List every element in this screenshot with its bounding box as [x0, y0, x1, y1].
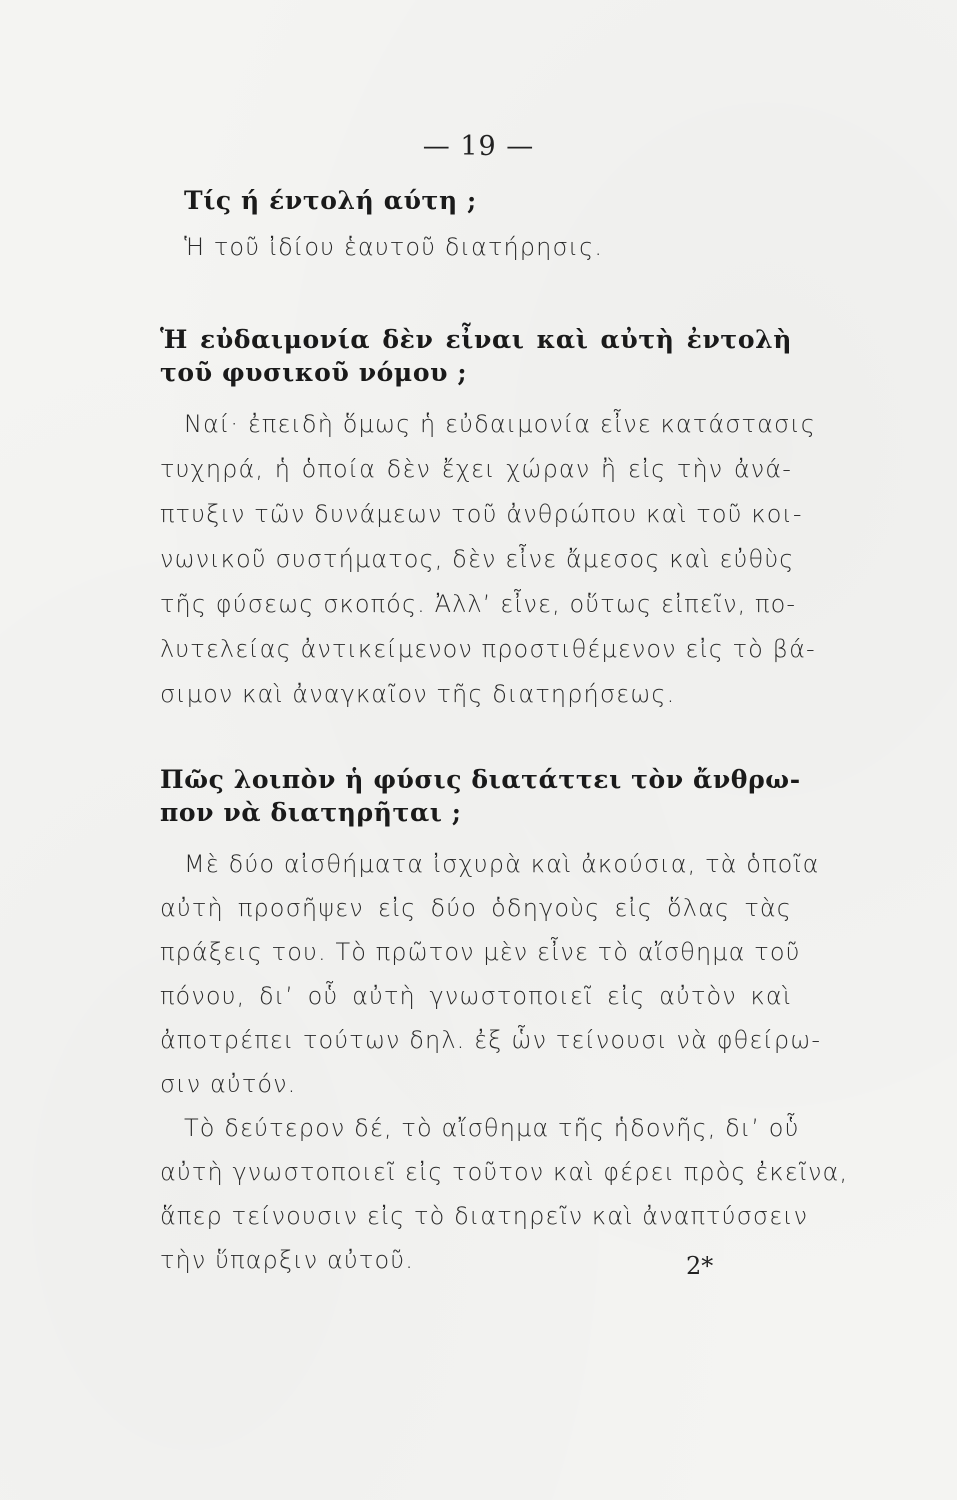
- answer-3-line-9: ἅπερ τείνουσιν εἰς τὸ διατηρεῖν καὶ ἀναπτύσσειν: [160, 1202, 809, 1230]
- question-2-line-1: Ἡ εὐδαιμονία δὲν εἶναι καὶ αὐτὴ ἐντολὴ: [160, 325, 792, 354]
- answer-3-line-7: Τὸ δεύτερον δέ, τὸ αἴσθημα τῆς ἡδονῆς, δι’ οὗ: [184, 1114, 800, 1142]
- answer-2-line-2: τυχηρά, ἡ ὁποία δὲν ἔχει χώραν ἢ εἰς τὴν ἀνά-: [160, 455, 792, 483]
- question-1-line-1: Τίς ή έντολή αύτη ;: [184, 186, 477, 215]
- answer-3-line-4: πόνου, δι’ οὗ αὐτὴ γνωστοποιεῖ εἰς αὐτὸν καὶ: [160, 982, 792, 1010]
- question-2-line-2: τοῦ φυσικοῦ νόμου ;: [160, 358, 468, 387]
- answer-3-line-8: αὐτὴ γνωστοποιεῖ εἰς τοῦτον καὶ φέρει πρὸς ἐκεῖνα,: [160, 1158, 849, 1186]
- answer-2-line-7: σιμον καὶ ἀναγκαῖον τῆς διατηρήσεως.: [160, 680, 676, 708]
- answer-3-line-6: σιν αὐτόν.: [160, 1070, 297, 1098]
- answer-2-line-3: πτυξιν τῶν δυνάμεων τοῦ ἀνθρώπου καὶ τοῦ κοι-: [160, 500, 803, 528]
- question-3-line-1: Πῶς λοιπὸν ἡ φύσις διατάττει τὸν ἄνθρω-: [160, 765, 801, 794]
- answer-3-line-5: ἀποτρέπει τούτων δηλ. ἐξ ὧν τείνουσι νὰ φθείρω-: [160, 1026, 822, 1054]
- question-3-line-2: πον νὰ διατηρῆται ;: [160, 798, 462, 827]
- answer-2-line-5: τῆς φύσεως σκοπός. Ἀλλ’ εἶνε, οὕτως εἰπεῖν, πο-: [160, 590, 797, 618]
- signature-mark: 2*: [686, 1252, 714, 1280]
- answer-2-line-1: Ναί· ἐπειδὴ ὅμως ἡ εὐδαιμονία εἶνε κατάστασις: [184, 410, 816, 438]
- answer-2-line-6: λυτελείας ἀντικείμενον προστιθέμενον εἰς τὸ βά-: [160, 635, 816, 663]
- answer-1-line-1: Ἡ τοῦ ἰδίου ἑαυτοῦ διατήρησις.: [184, 233, 604, 261]
- answer-3-line-2: αὐτὴ προσῆψεν εἰς δύο ὁδηγοὺς εἰς ὅλας τὰς: [160, 894, 792, 922]
- page-number: — 19 —: [422, 131, 535, 162]
- answer-2-line-4: νωνικοῦ συστήματος, δὲν εἶνε ἄμεσος καὶ εὐθὺς: [160, 545, 795, 573]
- answer-3-line-10: τὴν ὕπαρξιν αὐτοῦ.: [160, 1246, 414, 1274]
- body-text: [160, 0, 849, 1300]
- answer-3-line-3: πράξεις του. Τὸ πρῶτον μὲν εἶνε τὸ αἴσθημα τοῦ: [160, 938, 801, 966]
- answer-3-line-1: Μὲ δύο αἰσθήματα ἰσχυρὰ καὶ ἀκούσια, τὰ ὁποῖα: [184, 850, 820, 878]
